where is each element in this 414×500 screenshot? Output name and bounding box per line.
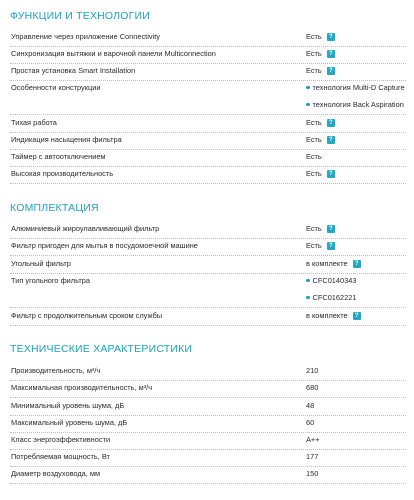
spec-value [306, 135, 335, 144]
section-title-specs: ТЕХНИЧЕСКИЕ ХАРАКТЕРИСТИКИ [10, 343, 193, 355]
spec-value: 680 [306, 383, 319, 392]
spec-label: Тихая работа [11, 118, 57, 127]
spec-row [10, 416, 406, 433]
spec-value-text: CFC0140343 [312, 276, 357, 285]
spec-value [306, 152, 322, 161]
spec-value: 210 [306, 366, 319, 375]
help-icon[interactable]: ? [327, 50, 335, 58]
spec-value [306, 118, 335, 127]
spec-row [10, 291, 406, 308]
spec-row [10, 98, 406, 115]
spec-label: Высокая производительность [11, 169, 114, 178]
spec-label: Потребляемая мощность, Вт [11, 452, 110, 461]
spec-value-text: Есть [306, 118, 322, 127]
spec-row [10, 116, 406, 133]
spec-value-text: технология Back Aspiration [312, 100, 404, 109]
spec-row [10, 133, 406, 150]
spec-value [306, 169, 335, 178]
bullet-icon [306, 86, 310, 90]
help-icon[interactable]: ? [353, 260, 361, 268]
spec-label: Алюминиевый жироулавливающий фильтр [11, 224, 160, 233]
spec-row [10, 381, 406, 398]
spec-value-text: Есть [306, 135, 322, 144]
spec-value-text: Есть [306, 224, 322, 233]
section-title-features: ФУНКЦИИ И ТЕХНОЛОГИИ [10, 10, 151, 22]
help-icon[interactable]: ? [327, 242, 335, 250]
spec-value [306, 66, 335, 75]
spec-label: Управление через приложение Connectivity [11, 32, 160, 41]
help-icon[interactable]: ? [327, 67, 335, 75]
spec-row [10, 467, 406, 484]
help-icon[interactable]: ? [327, 170, 335, 178]
spec-value-text: в комплекте [306, 311, 348, 320]
spec-label: Тип угольного фильтра [11, 276, 91, 285]
spec-value [306, 259, 361, 268]
spec-row [10, 239, 406, 256]
spec-value [306, 241, 335, 250]
spec-row [10, 222, 406, 239]
bullet-icon [306, 296, 310, 300]
spec-row [10, 309, 406, 326]
spec-value [306, 83, 405, 92]
spec-value-text: Есть [306, 152, 322, 161]
spec-label: Фильтр с продолжительным сроком службы [11, 311, 163, 320]
spec-value: 177 [306, 452, 319, 461]
spec-row [10, 399, 406, 416]
spec-row [10, 47, 406, 64]
spec-value-text: Есть [306, 169, 322, 178]
bullet-icon [306, 279, 310, 283]
spec-value: 48 [306, 401, 315, 410]
spec-row [10, 257, 406, 274]
spec-label: Угольный фильтр [11, 259, 71, 268]
spec-row [10, 64, 406, 81]
spec-row [10, 433, 406, 450]
spec-value [306, 293, 356, 302]
spec-label: Максимальная производительность, м³/ч [11, 383, 153, 392]
spec-value-text: Есть [306, 32, 322, 41]
spec-row [10, 274, 406, 291]
spec-value: A++ [306, 435, 320, 444]
spec-value [306, 49, 335, 58]
spec-label: Максимальный уровень шума, дБ [11, 418, 128, 427]
section-title-equipment: КОМПЛЕКТАЦИЯ [10, 202, 99, 214]
spec-value [306, 32, 335, 41]
spec-value-text: технология Multi-D Capture [312, 83, 405, 92]
help-icon[interactable]: ? [327, 225, 335, 233]
spec-value [306, 100, 404, 109]
spec-label: Производительность, м³/ч [11, 366, 101, 375]
spec-value [306, 311, 361, 320]
spec-value-text: Есть [306, 49, 322, 58]
spec-label: Индикация насыщения фильтра [11, 135, 122, 144]
spec-value-text: CFC0162221 [312, 293, 357, 302]
help-icon[interactable]: ? [327, 136, 335, 144]
spec-label: Диаметр воздуховода, мм [11, 469, 101, 478]
spec-label: Класс энергоэффективности [11, 435, 111, 444]
spec-row [10, 81, 406, 98]
bullet-icon [306, 103, 310, 107]
spec-value-text: в комплекте [306, 259, 348, 268]
spec-label: Простая установка Smart Installation [11, 66, 136, 75]
spec-label: Особенности конструкции [11, 83, 101, 92]
spec-row [10, 364, 406, 381]
help-icon[interactable]: ? [353, 312, 361, 320]
spec-label: Таймер с автоотключением [11, 152, 106, 161]
help-icon[interactable]: ? [327, 119, 335, 127]
spec-value-text: Есть [306, 66, 322, 75]
spec-value: 60 [306, 418, 315, 427]
spec-value [306, 224, 335, 233]
spec-value-text: Есть [306, 241, 322, 250]
spec-row [10, 167, 406, 184]
spec-row [10, 150, 406, 167]
help-icon[interactable]: ? [327, 33, 335, 41]
spec-value [306, 276, 356, 285]
spec-label: Минимальный уровень шума, дБ [11, 401, 125, 410]
spec-row [10, 450, 406, 467]
spec-row [10, 30, 406, 47]
spec-value: 150 [306, 469, 319, 478]
spec-label: Синхронизация вытяжки и варочной панели Multiconnection [11, 49, 216, 58]
spec-label: Фильтр пригоден для мытья в посудомоечной машине [11, 241, 198, 250]
